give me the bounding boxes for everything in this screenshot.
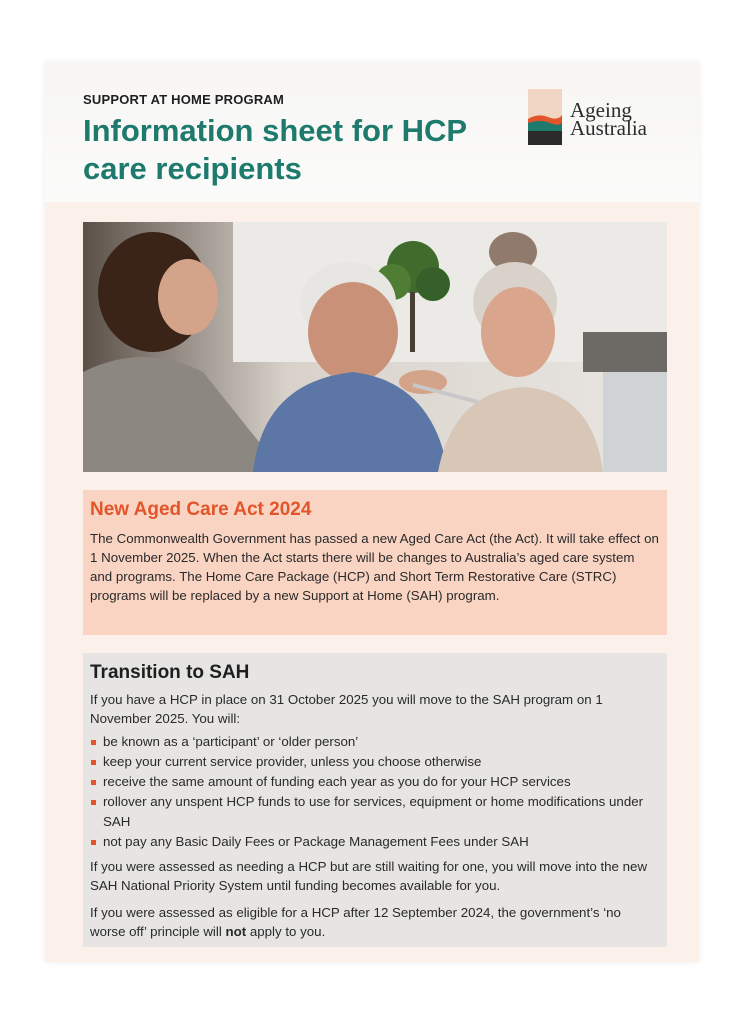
- transition-to-sah-section: [83, 653, 667, 947]
- program-kicker: SUPPORT AT HOME PROGRAM: [83, 92, 285, 107]
- list-item: keep your current service provider, unless you choose otherwise: [90, 752, 660, 772]
- act-body: The Commonwealth Government has passed a new Aged Care Act (the Act). It will take effect on 1 November 2025. When the Act starts there will be changes to Australia’s aged care system and programs. The Home Care Package (HCP) and Short Term Restorative Care (STRC) programs will be replaced by a new Support at Home (SAH) program.: [90, 531, 659, 603]
- photo-image: [83, 222, 667, 472]
- list-item: receive the same amount of funding each year as you do for your HCP services: [90, 772, 660, 792]
- list-item: be known as a ‘participant’ or ‘older person’: [90, 732, 660, 752]
- eligible-text-bold: not: [225, 924, 247, 939]
- eligible-text-after: apply to you.: [246, 924, 326, 939]
- sah-intro: If you have a HCP in place on 31 October 2025 you will move to the SAH program on 1 November 2025. You will:: [90, 692, 603, 726]
- photo-illustration: [83, 222, 667, 472]
- header: [45, 62, 699, 202]
- list-item: rollover any unspent HCP funds to use for services, equipment or home modifications under SAH: [90, 792, 660, 832]
- new-aged-care-act-section: [83, 490, 667, 635]
- sah-eligible-paragraph: [90, 903, 660, 941]
- info-sheet-page: [45, 62, 699, 962]
- logo-line-2: Australia: [570, 116, 647, 140]
- eligible-text-before: If you were assessed as eligible for a HCP after 12 September 2024, the government’s ‘no worse off’ principle will: [90, 905, 621, 939]
- sah-heading: Transition to SAH: [90, 662, 250, 683]
- sah-waiting-paragraph: If you were assessed as needing a HCP but are still waiting for one, you will move into the new SAH National Priority System until funding becomes available for you.: [90, 859, 648, 893]
- logo-mark-icon: [528, 89, 562, 145]
- ageing-australia-logo: [528, 89, 678, 145]
- logo-line-1: Ageing: [570, 98, 632, 122]
- act-heading: New Aged Care Act 2024: [90, 499, 312, 520]
- page-title: Information sheet for HCP care recipients: [83, 113, 467, 186]
- logo-wordmark: [570, 98, 647, 140]
- sah-bullet-list: [90, 732, 660, 852]
- list-item: not pay any Basic Daily Fees or Package Management Fees under SAH: [90, 832, 660, 852]
